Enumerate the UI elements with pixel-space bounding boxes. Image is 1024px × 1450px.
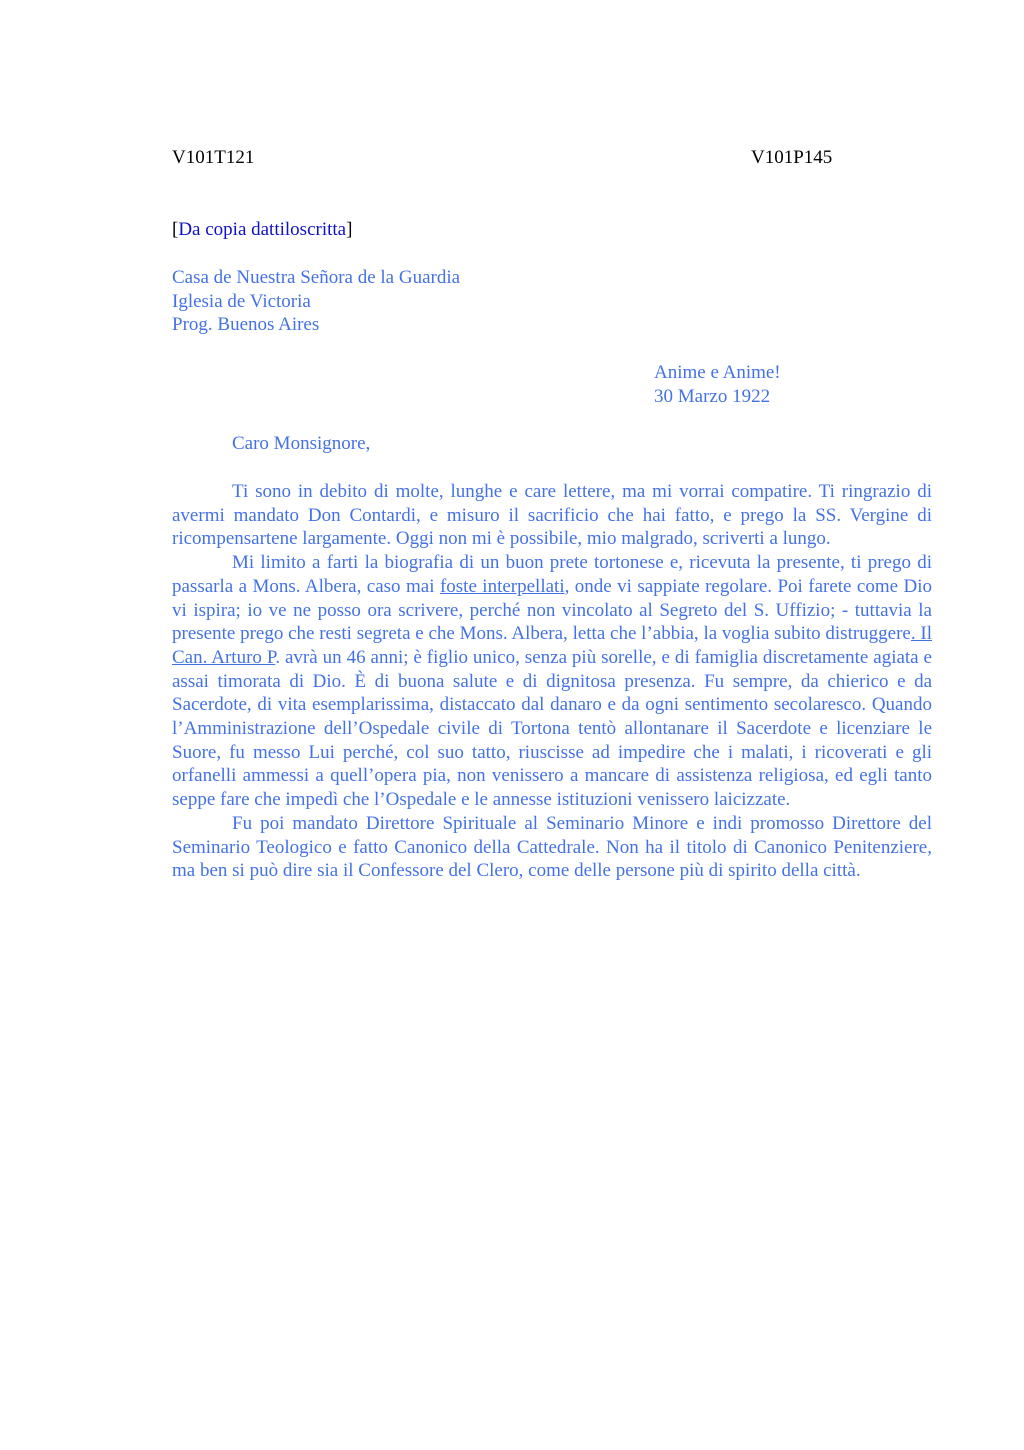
- source-note: [172, 218, 352, 242]
- underlined-name: . Il Can. Arturo P: [172, 623, 932, 668]
- document-reference-right: V101P145: [751, 147, 833, 168]
- address-line: Iglesia de Victoria: [172, 290, 311, 312]
- motto: Anime e Anime!: [654, 362, 781, 383]
- letter-date: 30 Marzo 1922: [654, 385, 771, 407]
- paragraph-2-text-b: , onde vi sappiate regolare. Poi farete come Dio vi ispira; io ve ne posso ora scrivere, perché non vincolato al Segreto del S. Uffizio; - tuttavia la presente prego che resti segreta e che Mons. Albera, letta che l’abbia, la voglia subito distruggere: [172, 575, 933, 645]
- document-reference-left: V101T121: [172, 147, 255, 168]
- paragraph-3: Fu poi mandato Direttore Spirituale al Seminario Minore e indi promosso Direttore del Seminario Teologico e fatto Canonico della Cattedrale. Non ha il titolo di Canonico Penitenziere, ma ben si può dire sia il Confessore del Clero, come delle persone più di spirito della città.: [172, 812, 932, 882]
- source-note-close-bracket: ]: [346, 219, 353, 240]
- letter-body: [172, 480, 932, 883]
- paragraph-2: [172, 551, 932, 812]
- address-line: Casa de Nuestra Señora de la Guardia: [172, 267, 461, 288]
- sender-address: [172, 266, 460, 337]
- underlined-phrase: foste interpellati: [439, 575, 565, 597]
- paragraph-1: Ti sono in debito di molte, lunghe e care lettere, ma mi vorrai compatire. Ti ringrazio di avermi mandato Don Contardi, e misuro il sacrificio che hai fatto, e prego la SS. Vergine di ricompensartene largamente. Oggi non mi è possibile, mio malgrado, scriverti a lungo.: [172, 481, 932, 550]
- salutation: Caro Monsignore,: [232, 433, 371, 454]
- paragraph-2-text-a: Mi limito a farti la biografia di un buon prete tortonese e, ricevuta la presente, ti prego di passarla a Mons. Albera, caso mai: [172, 552, 932, 597]
- source-note-open-bracket: [: [172, 219, 179, 240]
- source-note-text: Da copia dattiloscritta: [178, 219, 347, 240]
- paragraph-2-text-c: . avrà un 46 anni; è figlio unico, senza più sorelle, e di famiglia discretamente agiata e assai timorata di Dio. È di buona salute e di dignitosa presenza. Fu sempre, da chierico e da Sacerdote, di vita esemplarissima, distaccato dal danaro e da ogni sentimento secolaresco. Quando l’Amministrazione dell’Ospedale civile di Tortona tentò allontanare il Sacerdote e licenziare le Suore, fu messo Lui perché, col suo tatto, riuscisse ad impedire che i malati, i ricoverati e gli orfanelli ammessi a quell’opera pia, non venissero a mancare di assistenza religiosa, ed egli tanto seppe fare che impedì che l’Ospedale e le annesse istituzioni venissero laicizzate.: [172, 646, 932, 811]
- date-block: [654, 361, 781, 408]
- address-line: Prog. Buenos Aires: [172, 314, 320, 335]
